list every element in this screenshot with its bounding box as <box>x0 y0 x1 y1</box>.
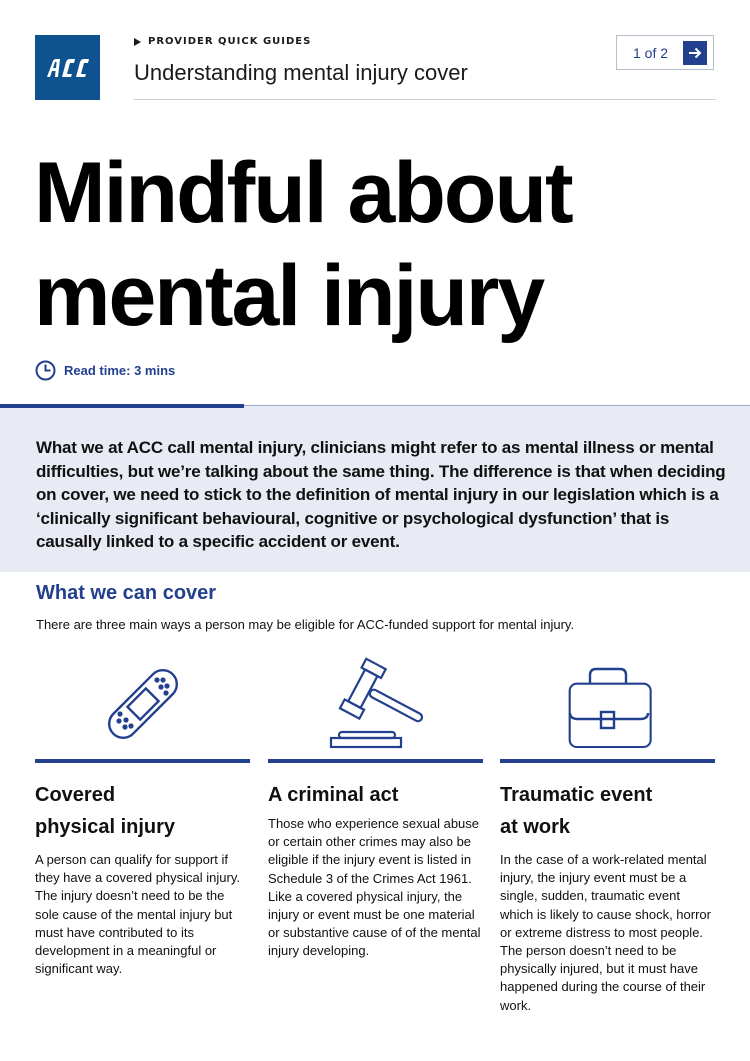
bandage-icon <box>95 656 191 752</box>
page-count: 1 of 2 <box>633 44 669 61</box>
guide-category <box>134 36 311 47</box>
acc-logo-icon <box>45 57 91 79</box>
column-divider <box>268 759 483 763</box>
column-title-line-1: Covered <box>35 784 116 806</box>
icon-container <box>35 650 250 757</box>
page-title <box>34 142 572 348</box>
icon-container <box>500 650 715 757</box>
column-title-line-2: physical injury <box>35 816 176 838</box>
column-title <box>268 779 483 811</box>
read-time-label: Read time: 3 mins <box>64 363 176 378</box>
cover-column-physical-injury <box>35 650 250 978</box>
title-line-2: mental injury <box>34 248 544 344</box>
title-line-1: Mindful about <box>34 145 572 241</box>
column-title-line-2: at work <box>500 816 571 838</box>
intro-text: What we at ACC call mental injury, clinicians might refer to as mental illness or mental difficulties, but we’re talking about the same thing. The difference is that when deciding on cover, we need to stick to the definition of mental injury in our legislation which is a ‘clinically significant behavioural, cognitive or psychological dysfunction’ that is causally linked to a specific accident or event. <box>36 438 726 551</box>
column-body: In the case of a work-related mental injury, the injury event must be a single, sudden, traumatic event which is likely to cause shock, horror or extreme distress to most people. The person doesn’t need to be physically injured, but it must have happened during the course of their work. <box>500 852 711 1013</box>
gavel-icon <box>321 656 431 752</box>
next-page-button[interactable] <box>683 41 707 65</box>
column-title <box>500 779 715 843</box>
section-heading: What we can cover <box>36 582 217 604</box>
column-body: Those who experience sexual abuse or certain other crimes may also be eligible if the injury event is listed in Schedule 3 of the Crimes Act 1961. Like a covered physical injury, the injury or event must be one material or substantive cause of of the mental injury developing. <box>268 816 481 959</box>
arrow-right-icon <box>688 47 702 59</box>
read-time <box>35 360 175 381</box>
triangle-bullet-icon <box>134 38 141 46</box>
column-title-line-1: A criminal act <box>268 784 399 806</box>
column-divider <box>35 759 250 763</box>
header-divider <box>134 99 716 100</box>
column-title <box>35 779 250 843</box>
column-divider <box>500 759 715 763</box>
clock-icon <box>35 360 56 381</box>
briefcase-icon <box>560 659 656 749</box>
guide-subtitle: Understanding mental injury cover <box>134 60 468 85</box>
icon-container <box>268 650 483 757</box>
cover-column-work-event <box>500 650 715 1015</box>
section-subheading: There are three main ways a person may be eligible for ACC-funded support for mental injury. <box>36 617 575 632</box>
cover-column-criminal-act <box>268 650 483 961</box>
page-indicator <box>616 35 714 70</box>
column-title-line-1: Traumatic event <box>500 784 653 806</box>
intro-accent-bar <box>0 404 244 408</box>
eyebrow-label: PROVIDER QUICK GUIDES <box>148 36 312 47</box>
column-body: A person can qualify for support if they have a covered physical injury. The injury doesn’t need to be the sole cause of the mental injury but must have contributed to its development in a meaningful or significant way. <box>35 852 240 977</box>
acc-logo <box>35 35 100 100</box>
intro-panel <box>0 405 750 572</box>
